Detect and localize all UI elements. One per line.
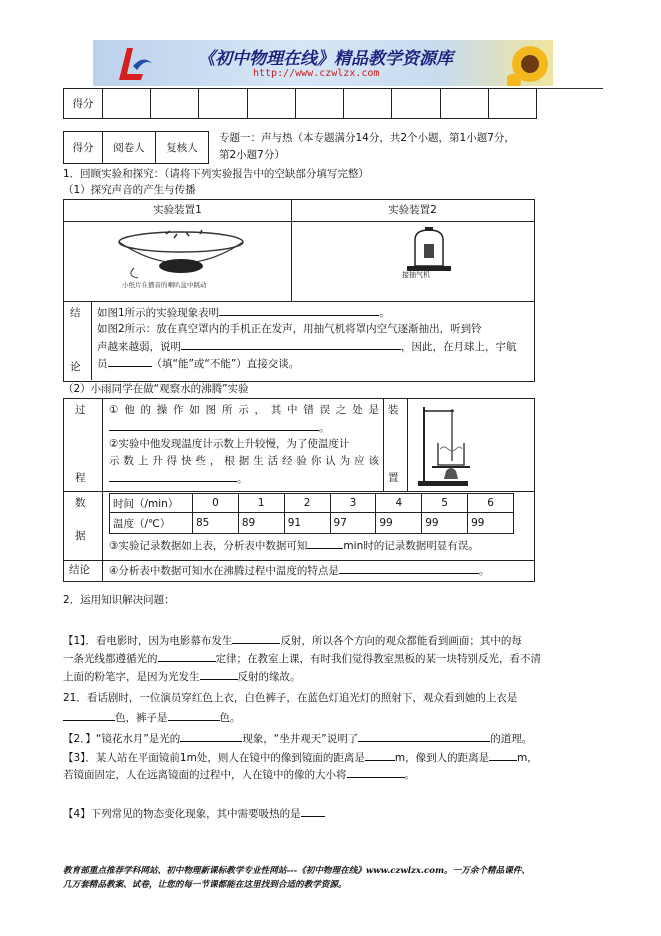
answer-blank[interactable] [307, 537, 343, 549]
answer-blank[interactable] [108, 355, 152, 367]
temp-cell: 97 [330, 513, 376, 534]
q2-p1-line3: 上面的粉笔字，是因为光发生 反射的缘故。 [63, 668, 301, 686]
score-cell[interactable] [440, 89, 488, 119]
topic-line-1: 专题一：声与热（本专题满分14分，共2个小题，第1小题7分， [219, 132, 515, 144]
score-cell[interactable] [488, 89, 536, 119]
speaker-caption: 小纸片在播音的喇叭盆中跳动 [122, 281, 207, 289]
score-cell[interactable] [103, 89, 151, 119]
answer-blank[interactable] [232, 632, 280, 644]
answer-blank[interactable] [158, 650, 216, 662]
q2-p21-line2: 色，裤子是 色。 [63, 709, 241, 727]
answer-blank[interactable] [489, 749, 517, 761]
setup1-header: 实验装置1 [153, 204, 202, 216]
q1-sub2: （2）小雨同学在做“观察水的沸腾”实验 [63, 383, 249, 395]
process-label-top: 过 [75, 404, 86, 416]
grader-score: 得分 [64, 132, 103, 164]
answer-blank[interactable] [109, 470, 237, 482]
time-cell: 3 [330, 494, 376, 513]
answer-blank[interactable] [365, 749, 395, 761]
time-cell: 0 [193, 494, 239, 513]
q2-p21-line1: 21．看话剧时，一位演员穿红色上衣，白色裤子，在蓝色灯追光灯的照射下，观众看到她的上衣是 [63, 692, 518, 704]
process-line-4: 示数上升得快些，根据生活经验你认为应该 [109, 455, 379, 467]
process-line-3: ②实验中他发现温度计示数上升较慢，为了使温度计 [109, 438, 350, 450]
score-cell[interactable] [247, 89, 295, 119]
site-banner [93, 40, 553, 86]
data-note: ③实验记录数据如上表，分析表中数据可知 min时的记录数据明显有误。 [109, 537, 479, 555]
device-label-top: 装 [388, 404, 399, 416]
score-cell[interactable] [199, 89, 247, 119]
vacuum-bell-image [403, 226, 455, 274]
q1-title: 1．回顾实验和探究：（请将下列实验报告中的空缺部分填写完整） [63, 168, 369, 180]
score-cell[interactable] [151, 89, 199, 119]
device-label-bottom: 置 [388, 472, 399, 484]
final-conclusion: ④分析表中数据可知水在沸腾过程中温度的特点是 。 [109, 562, 489, 580]
q1-sub1: （1）探究声音的产生与传播 [63, 184, 196, 196]
speaker-bowl-image [116, 228, 246, 282]
conclusion-line-3: 声越来越弱，说明 ，因此，在月球上，宇航 [97, 338, 517, 356]
q2-p4: 【4】下列常见的物态变化现象，其中需要吸热的是 [63, 805, 325, 823]
temp-header: 温度（/℃） [110, 513, 193, 534]
setup2-header: 实验装置2 [388, 204, 437, 216]
time-cell: 5 [422, 494, 468, 513]
boiling-experiment-table [63, 398, 535, 582]
q2-p1-line1: 【1】．看电影时，因为电影幕布发生 反射，所以各个方向的观众都能看到画面；其中的每 [63, 632, 522, 650]
process-label-bottom: 程 [75, 472, 86, 484]
time-header: 时间（/min） [110, 494, 193, 513]
answer-blank[interactable] [358, 730, 490, 742]
topic-line-2: 第2小题7分） [219, 149, 285, 161]
score-cell[interactable] [392, 89, 440, 119]
answer-blank[interactable] [301, 805, 325, 817]
grader-checker: 复核人 [156, 132, 209, 164]
answer-blank[interactable] [181, 338, 401, 350]
answer-blank[interactable] [219, 304, 379, 316]
process-line-5: 。 [109, 470, 248, 488]
answer-blank[interactable] [63, 709, 115, 721]
vacuum-caption: 接抽气机 [402, 271, 430, 279]
final-label: 结论 [69, 564, 90, 576]
answer-blank[interactable] [347, 766, 405, 778]
site-logo-icon [113, 44, 157, 84]
conclusion-label-bottom: 论 [70, 361, 81, 373]
temp-cell: 99 [422, 513, 468, 534]
grader-table [63, 131, 209, 164]
conclusion-label-top: 结 [70, 307, 81, 319]
temp-cell: 99 [376, 513, 422, 534]
boiling-apparatus-image [414, 403, 484, 487]
answer-blank[interactable] [109, 419, 319, 431]
q2-p2: 【2．】“镜花水月”是光的 现象，“坐井观天”说明了 的道理。 [63, 730, 532, 748]
process-line-1: ①他的操作如图所示，其中错误之处是 [109, 404, 379, 416]
temp-cell: 99 [468, 513, 514, 534]
q2-title: 2．运用知识解决问题： [63, 594, 175, 606]
data-label-top: 数 [75, 497, 86, 509]
time-cell: 6 [468, 494, 514, 513]
answer-blank[interactable] [200, 668, 238, 680]
time-cell: 4 [376, 494, 422, 513]
banner-url[interactable]: http://www.czwlzx.com [253, 68, 380, 79]
temp-cell: 91 [284, 513, 330, 534]
footer-line-1: 教育部重点推荐学科网站、初中物理新课标教学专业性网站---《初中物理在线》www.czwlzx.com。一万余个精品课件、 [63, 866, 530, 876]
footer-line-2: 几万套精品教案、试卷，让您的每一节课都能在这里找到合适的教学资源。 [63, 880, 347, 890]
time-cell: 1 [238, 494, 284, 513]
temp-cell: 85 [193, 513, 239, 534]
q2-p1-line2: 一条光线都遵循光的 定律；在教室上课，有时我们觉得教室黑板的某一块特别反光，看不清 [63, 650, 541, 668]
score-label: 得分 [64, 89, 103, 119]
temperature-data-table [109, 493, 514, 534]
sound-experiment-table [63, 199, 535, 382]
time-cell: 2 [284, 494, 330, 513]
banner-title: 《初中物理在线》精品教学资源库 [198, 49, 453, 69]
answer-blank[interactable] [168, 709, 220, 721]
conclusion-line-1: 如图1所示的实验现象表明 。 [97, 304, 390, 322]
answer-blank[interactable] [180, 730, 242, 742]
process-line-2: 。 [109, 419, 330, 437]
score-cell[interactable] [344, 89, 392, 119]
data-label-bottom: 据 [75, 530, 86, 542]
conclusion-line-2: 如图2所示：放在真空罩内的手机正在发声，用抽气机将罩内空气逐渐抽出，听到铃 [97, 323, 482, 335]
answer-blank[interactable] [339, 562, 479, 574]
score-cell[interactable] [295, 89, 343, 119]
grader-reviewer: 阅卷人 [103, 132, 156, 164]
q2-p3-line2: 若镜面固定，人在远离镜面的过程中，人在镜中的像的大小将 。 [63, 766, 415, 784]
conclusion-line-4: 员 （填“能”或“不能”）直接交谈。 [97, 355, 299, 373]
temp-cell: 89 [238, 513, 284, 534]
q2-p3-line1: 【3】．某人站在平面镜前1m处，则人在镜中的像到镜面的距离是 m，像到人的距离是 m， [63, 749, 538, 767]
score-table [63, 88, 537, 119]
sunflower-icon [507, 42, 553, 86]
